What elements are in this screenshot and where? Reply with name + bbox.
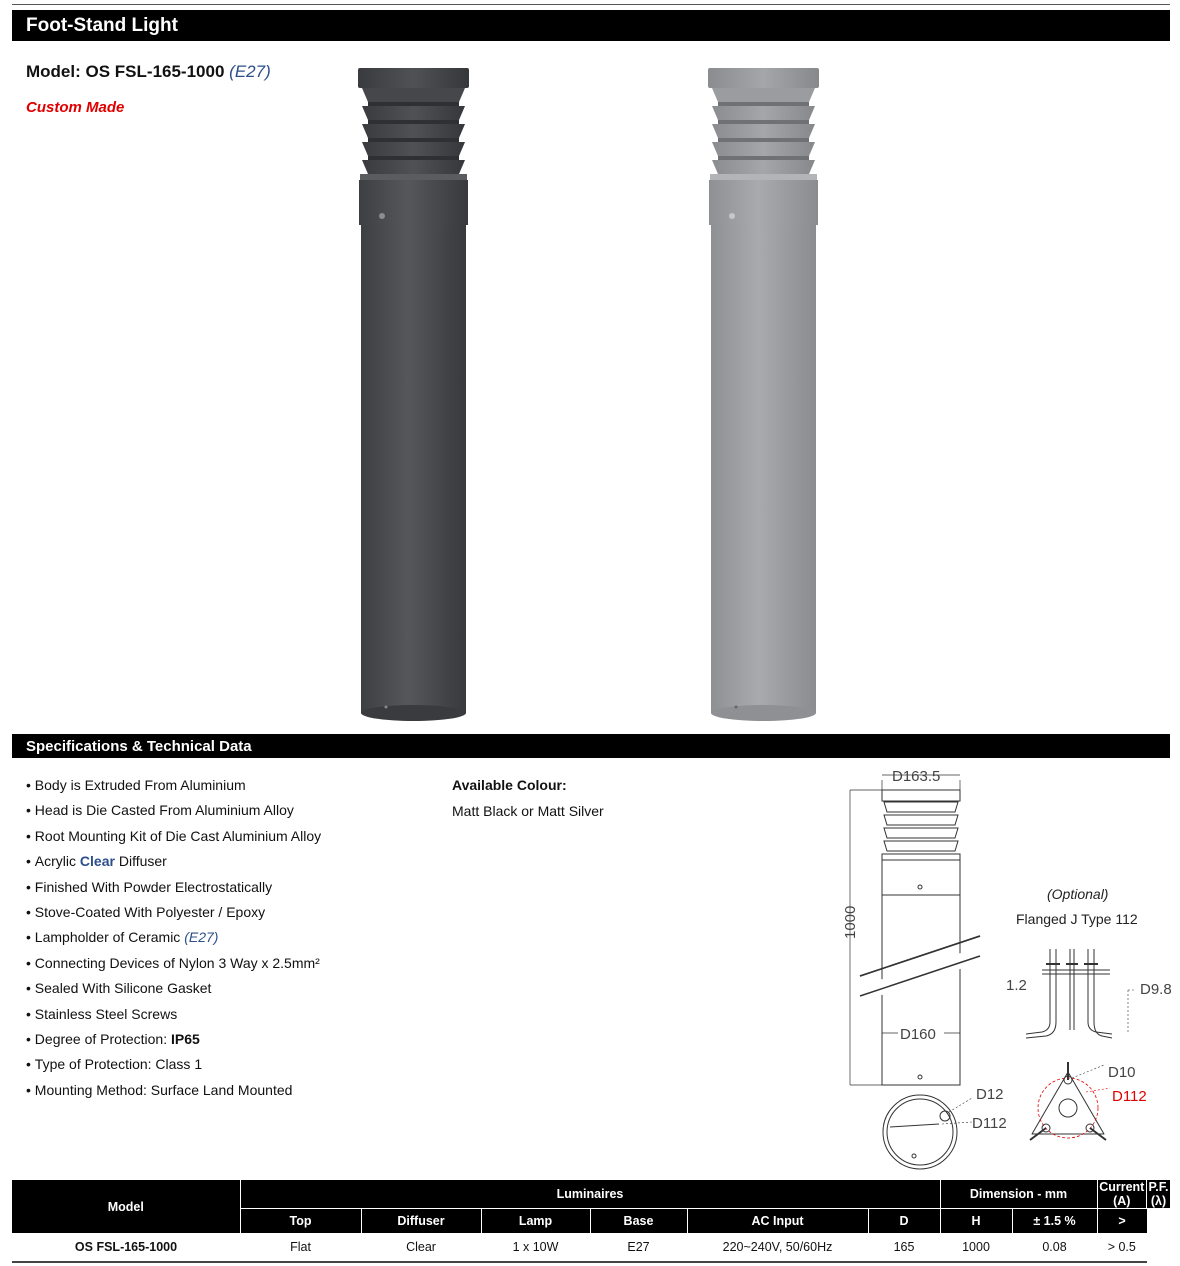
page-title: Foot-Stand Light [12, 10, 1170, 41]
feature-text: Type of Protection: Class 1 [34, 1056, 203, 1073]
model-socket: (E27) [229, 62, 271, 81]
feature-item [26, 903, 321, 928]
feature-post: Diffuser [114, 853, 167, 870]
cell-top: Flat [240, 1234, 361, 1262]
feature-text: Stove-Coated With Polyester / Epoxy [34, 903, 266, 920]
feature-item [26, 1081, 321, 1106]
dim-hole-diameter: D12 [976, 1086, 1004, 1103]
cell-model: OS FSL-165-1000 [12, 1234, 240, 1262]
feature-item [26, 928, 321, 953]
dim-base-circle: D112 [972, 1115, 1007, 1132]
feature-text: Stainless Steel Screws [34, 1005, 178, 1022]
anchor-kit-side-view [1026, 949, 1112, 1038]
dim-kit-circle: D112 [1112, 1088, 1147, 1105]
top-rule [12, 4, 1170, 5]
feature-item [26, 878, 321, 903]
cell-pf: > 0.5 [1097, 1234, 1147, 1262]
th-d: D [868, 1209, 940, 1234]
feature-item [26, 801, 321, 826]
feature-hl: Clear [79, 853, 115, 870]
feature-item [26, 979, 321, 1004]
dim-rod-diameter: D9.8 [1140, 981, 1172, 998]
feature-item [26, 776, 321, 801]
cell-base: E27 [590, 1234, 687, 1262]
th-dimension: Dimension - mm [940, 1180, 1097, 1209]
feature-item [26, 1030, 321, 1055]
th-diffuser: Diffuser [361, 1209, 481, 1234]
feature-text: Sealed With Silicone Gasket [34, 980, 212, 997]
cell-h: 1000 [940, 1234, 1012, 1262]
model-label: Model: [26, 62, 81, 81]
custom-made-note: Custom Made [26, 99, 125, 116]
th-top: Top [240, 1209, 361, 1234]
feature-text: Head is Die Casted From Aluminium Alloy [34, 802, 294, 819]
th-ac-input: AC Input [687, 1209, 868, 1234]
th-pf: P.F. (λ) [1147, 1180, 1170, 1209]
available-colour-value: Matt Black or Matt Silver [452, 803, 604, 819]
th-h: H [940, 1209, 1012, 1234]
feature-pre: Degree of Protection: [34, 1030, 171, 1047]
technical-drawing [820, 762, 1172, 1172]
feature-pre: Lampholder of Ceramic [34, 929, 185, 946]
feature-item [26, 852, 321, 877]
dim-bolt-diameter: D10 [1108, 1064, 1136, 1081]
feature-pre: Acrylic [34, 853, 80, 870]
feature-item [26, 1055, 321, 1080]
specs-title: Specifications & Technical Data [12, 734, 1170, 758]
available-colour-title: Available Colour: [452, 777, 567, 793]
dim-plate-thickness: 1.2 [1006, 977, 1027, 994]
th-luminaires: Luminaires [240, 1180, 940, 1209]
feature-text: Root Mounting Kit of Die Cast Aluminium Alloy [34, 827, 322, 844]
cell-d: 165 [868, 1234, 940, 1262]
cell-current: 0.08 [1012, 1234, 1097, 1262]
model-heading [26, 62, 271, 82]
cell-lamp: 1 x 10W [481, 1234, 590, 1262]
plan-view [883, 1095, 972, 1169]
model-code: OS FSL-165-1000 [85, 62, 225, 81]
feature-text: Finished With Powder Electrostatically [34, 878, 273, 895]
th-current: Current (A) [1097, 1180, 1147, 1209]
feature-text: Body is Extruded From Aluminium [34, 777, 246, 793]
dim-height: 1000 [842, 905, 859, 939]
table-row [12, 1234, 1170, 1262]
feature-text: Mounting Method: Surface Land Mounted [34, 1081, 293, 1098]
anchor-kit-plan-view [1030, 1062, 1110, 1140]
feature-item [26, 954, 321, 979]
bollard-matt-black-image [356, 68, 471, 724]
spec-table [12, 1180, 1170, 1263]
th-pf-cmp: > [1097, 1209, 1147, 1234]
feature-list [26, 776, 321, 1106]
feature-it: (E27) [184, 929, 219, 946]
th-current-tol: ± 1.5 % [1012, 1209, 1097, 1234]
feature-item [26, 827, 321, 852]
feature-bold: IP65 [170, 1030, 200, 1047]
th-lamp: Lamp [481, 1209, 590, 1234]
feature-item [26, 1005, 321, 1030]
th-model: Model [12, 1180, 240, 1234]
cell-ac-input: 220~240V, 50/60Hz [687, 1234, 868, 1262]
anchor-kit-label: Flanged J Type 112 [1016, 911, 1138, 927]
optional-note: (Optional) [1047, 886, 1109, 902]
th-base: Base [590, 1209, 687, 1234]
dim-body-diameter: D160 [900, 1026, 936, 1043]
cell-diffuser: Clear [361, 1234, 481, 1262]
bollard-matt-silver-image [706, 68, 821, 724]
dim-top-diameter: D163.5 [892, 768, 941, 785]
feature-text: Connecting Devices of Nylon 3 Way x 2.5mm² [34, 954, 320, 971]
